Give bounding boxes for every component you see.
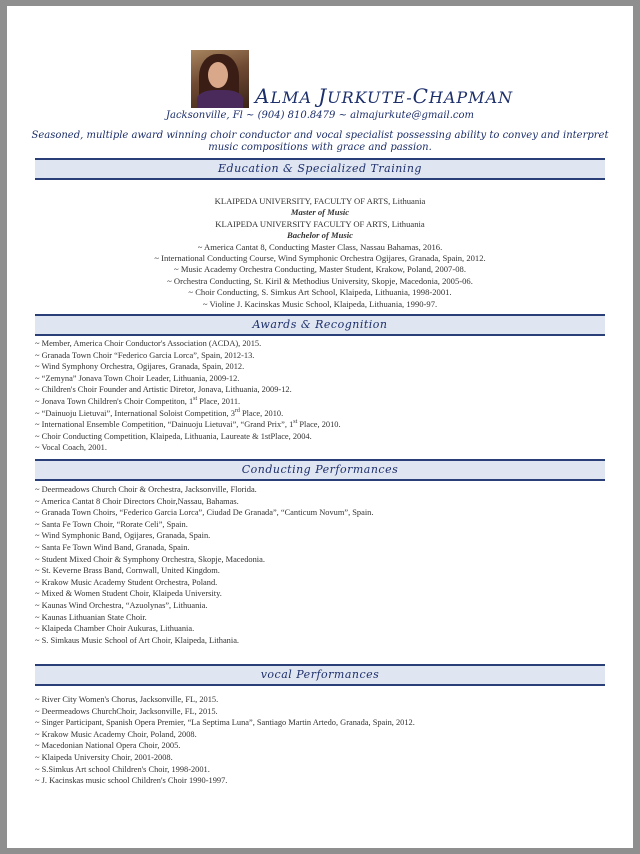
conducting-item: ~ Krakow Music Academy Student Orchestra, Poland. bbox=[35, 577, 218, 587]
award-item: ~ Granada Town Choir “Federico Garcia Lorca”, Spain, 2012-13. bbox=[35, 350, 255, 360]
conducting-item: ~ Granada Town Choirs, “Federico Garcia Lorca”, Ciudad De Granada”, “Canticum Novum”, Spain. bbox=[35, 508, 374, 518]
conducting-item: ~ America Cantat 8 Choir Directors Choir,Nassau, Bahamas. bbox=[35, 496, 239, 506]
award-item: ~ International Ensemble Competition, “Dainuoju Lietuvai”, “Grand Prix”, 1st Place, 2010. bbox=[35, 419, 341, 430]
conducting-item: ~ S. Simkaus Music School of Art Choir, Klaipeda, Lithania. bbox=[35, 635, 240, 645]
conducting-item: ~ Deermeadows Church Choir & Orchestra, Jacksonville, Florida. bbox=[35, 485, 257, 494]
training-item: ~ Violine J. Kacinskas Music School, Klaipeda, Lithuania, 1990-97. bbox=[202, 298, 438, 309]
award-item: ~ Vocal Coach, 2001. bbox=[35, 443, 107, 453]
section-header-conducting: Conducting Performances bbox=[35, 459, 605, 481]
vocal-item: ~ River City Women's Chorus, Jacksonville, FL, 2015. bbox=[35, 695, 219, 704]
vocal-item: ~ S.Simkus Art school Children's Choir, 1998-2001. bbox=[35, 764, 210, 774]
conducting-item: ~ Santa Fe Town Choir, “Rorate Celi”, Spain. bbox=[35, 519, 188, 529]
vocal-item: ~ Singer Participant, Spanish Opera Premier, “La Septima Luna”, Santiago Martin Artedo, Granada, Spain, 2012. bbox=[35, 718, 415, 728]
conducting-item: ~ Kaunas Wind Orchestra, “Azuolynas”, Lithuania. bbox=[35, 600, 208, 610]
awards-list bbox=[35, 338, 595, 454]
training-item: ~ America Cantat 8, Conducting Master Class, Nassau Bahamas, 2016. bbox=[197, 241, 443, 252]
award-item: ~ Choir Conducting Competition, Klaipeda, Lithuania, Laureate & 1stPlace, 2004. bbox=[35, 431, 312, 441]
candidate-name: ALMA JURKUTE-CHAPMAN bbox=[255, 84, 514, 108]
conducting-list bbox=[35, 484, 595, 646]
section-header-vocal: vocal Performances bbox=[35, 664, 605, 686]
vocal-item: ~ J. Kacinskas music school Children's Choir 1990-1997. bbox=[35, 776, 228, 786]
award-item: ~ Wind Symphony Orchestra, Ogijares, Granada, Spain, 2012. bbox=[35, 362, 245, 372]
award-item: ~ “Dainuoju Lietuvai”, International Soloist Competition, 3rd Place, 2010. bbox=[35, 407, 284, 418]
vocal-item: ~ Klaipeda University Choir, 2001-2008. bbox=[35, 752, 173, 762]
vocal-item: ~ Krakow Music Academy Choir, Poland, 2008. bbox=[35, 729, 197, 739]
conducting-item: ~ Santa Fe Town Wind Band, Granada, Spain. bbox=[35, 542, 190, 552]
conducting-item: ~ Kaunas Lithuanian State Choir. bbox=[35, 612, 147, 622]
profile-photo bbox=[191, 50, 249, 108]
vocal-item: ~ Macedonian National Opera Choir, 2005. bbox=[35, 741, 181, 751]
section-header-awards: Awards & Recognition bbox=[35, 314, 605, 336]
award-item: ~ Children's Choir Founder and Artistic Diretor, Jonava, Lithuania, 2009-12. bbox=[35, 385, 292, 395]
education-block bbox=[27, 196, 613, 310]
conducting-item: ~ Klaipeda Chamber Choir Aukuras, Lithuania. bbox=[35, 624, 195, 634]
training-item: ~ Orchestra Conducting, St. Kiril & Methodius University, Skopje, Macedonia, 2005-06. bbox=[167, 275, 473, 286]
degree-title: Master of Music bbox=[290, 207, 350, 218]
contact-line: Jacksonville, Fl ~ (904) 810.8479 ~ almajurkute@gmail.com bbox=[165, 110, 475, 121]
award-item: ~ Member, America Choir Conductor's Association (ACDA), 2015. bbox=[35, 339, 262, 348]
conducting-item: ~ Wind Symphonic Band, Ogijares, Granada, Spain. bbox=[35, 531, 211, 541]
degree-school: KLAIPEDA UNIVERSITY, FACULTY OF ARTS, Lithuania bbox=[214, 196, 426, 206]
section-header-education: Education & Specialized Training bbox=[35, 158, 605, 180]
vocal-item: ~ Deermeadows ChurchChoir, Jacksonville, FL, 2015. bbox=[35, 706, 218, 716]
degree-school: KLAIPEDA UNIVERSITY FACULTY OF ARTS, Lithuania bbox=[215, 218, 425, 229]
summary-statement: Seasoned, multiple award winning choir conductor and vocal specialist possessing ability to convey and interpret music compositions with grace and passion. bbox=[31, 130, 609, 153]
vocal-list bbox=[35, 694, 595, 787]
award-item: ~ Jonava Town Children's Choir Competiton, 1st Place, 2011. bbox=[35, 396, 241, 406]
conducting-item: ~ St. Keverne Brass Band, Cornwall, United Kingdom. bbox=[35, 566, 220, 576]
conducting-item: ~ Student Mixed Choir & Symphony Orchestra, Skopje, Macedonia. bbox=[35, 554, 265, 564]
degree-title: Bachelor of Music bbox=[287, 230, 353, 241]
award-item: ~ “Zemyna” Jonava Town Choir Leader, Lithuania, 2009-12. bbox=[35, 373, 240, 383]
resume-page bbox=[7, 6, 633, 848]
training-item: ~ International Conducting Course, Wind Symphonic Orchestra Ogijares, Granada, Spain, 2012. bbox=[154, 253, 486, 264]
training-item: ~ Music Academy Orchestra Conducting, Master Student, Krakow, Poland, 2007-08. bbox=[174, 264, 466, 275]
training-item: ~ Choir Conducting, S. Simkus Art School, Klaipeda, Lithuania, 1998-2001. bbox=[188, 287, 452, 298]
conducting-item: ~ Mixed & Women Student Choir, Klaipeda University. bbox=[35, 589, 222, 599]
